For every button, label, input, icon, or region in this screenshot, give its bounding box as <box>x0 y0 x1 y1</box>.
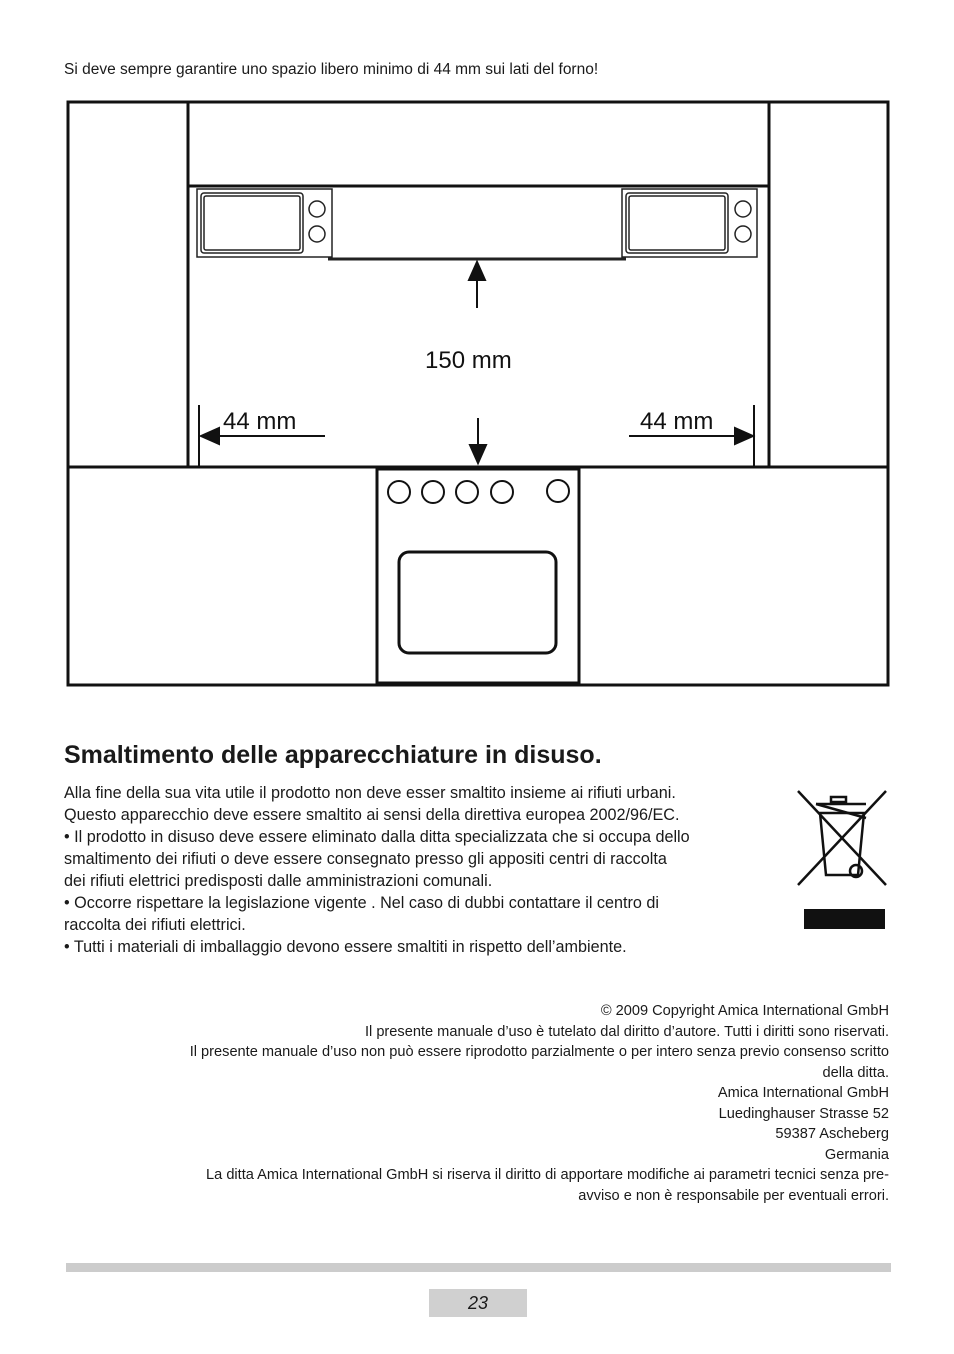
down-arrow-head <box>470 445 486 463</box>
left-arrow-head <box>201 428 219 444</box>
body-line: raccolta dei rifiuti elettrici. <box>64 916 246 934</box>
hob-burner <box>422 481 444 503</box>
footer-line: Amica International GmbH <box>717 1085 889 1101</box>
body-line: dei rifiuti elettrici predisposti dalle amministrazioni comunali. <box>64 872 493 890</box>
hood-right-unit <box>622 189 757 257</box>
footer-line: Germania <box>824 1146 889 1163</box>
upper-cabinet <box>188 102 769 186</box>
intro-note: Si deve sempre garantire uno spazio libero minimo di 44 mm sui lati del forno! <box>64 61 599 78</box>
dimension-label-150: 150 mm <box>425 347 512 374</box>
body-line: • Occorre rispettare la legislazione vigente . Nel caso di dubbi contattare il centro di <box>64 894 660 912</box>
footer-line: Luedinghauser Strasse 52 <box>718 1105 889 1122</box>
hob-burner <box>491 481 513 503</box>
dimension-label-right: 44 mm <box>640 408 714 435</box>
oven-knob <box>547 480 569 502</box>
footer-rule <box>66 1263 891 1272</box>
footer-line: © 2009 Copyright Amica International GmbH <box>600 1003 889 1019</box>
hood-left-unit <box>197 189 332 257</box>
footer-line: La ditta Amica International GmbH si riserva il diritto di apportare modifiche ai parametri tecnici senza pre- <box>206 1167 889 1183</box>
right-arrow-head <box>735 428 753 444</box>
up-arrow-head <box>469 262 485 280</box>
hob-burner <box>388 481 410 503</box>
body-line: Alla fine della sua vita utile il prodotto non deve esser smaltito insieme ai rifiuti urbani. <box>64 784 676 802</box>
body-line: smaltimento dei rifiuti o deve essere consegnato presso gli appositi centri di raccolta <box>64 850 667 868</box>
section-heading: Smaltimento delle apparecchiature in disuso. <box>64 741 602 769</box>
diagram-outer-frame <box>68 102 888 685</box>
footer-line: della ditta. <box>822 1064 889 1081</box>
oven-door-window <box>399 552 556 653</box>
body-line: • Tutti i materiali di imballaggio devono essere smaltiti in rispetto dell’ambiente. <box>64 938 627 956</box>
page-number: 23 <box>429 1289 527 1317</box>
crossed-out-wheelie-bin-icon <box>790 785 894 935</box>
footer-line: Il presente manuale d’uso è tutelato dal diritto d’autore. Tutti i diritti sono riservati. <box>364 1023 889 1040</box>
dimension-label-left: 44 mm <box>223 408 297 435</box>
footer-line: Il presente manuale d’uso non può essere riprodotto parzialmente o per intero senza previo consenso scritto <box>189 1044 889 1060</box>
body-line: Questo apparecchio deve essere smaltito ai sensi della direttiva europea 2002/96/EC. <box>64 806 680 824</box>
hob-burner <box>456 481 478 503</box>
footer-line: avviso e non è responsabile per eventuali errori. <box>578 1187 889 1204</box>
oven-body <box>377 469 579 683</box>
footer-line: 59387 Ascheberg <box>775 1126 889 1142</box>
copyright-footer <box>59 1001 889 1206</box>
disposal-text <box>64 782 774 958</box>
body-line: • Il prodotto in disuso deve essere eliminato dalla ditta specializzata che si occupa dello <box>64 828 690 846</box>
